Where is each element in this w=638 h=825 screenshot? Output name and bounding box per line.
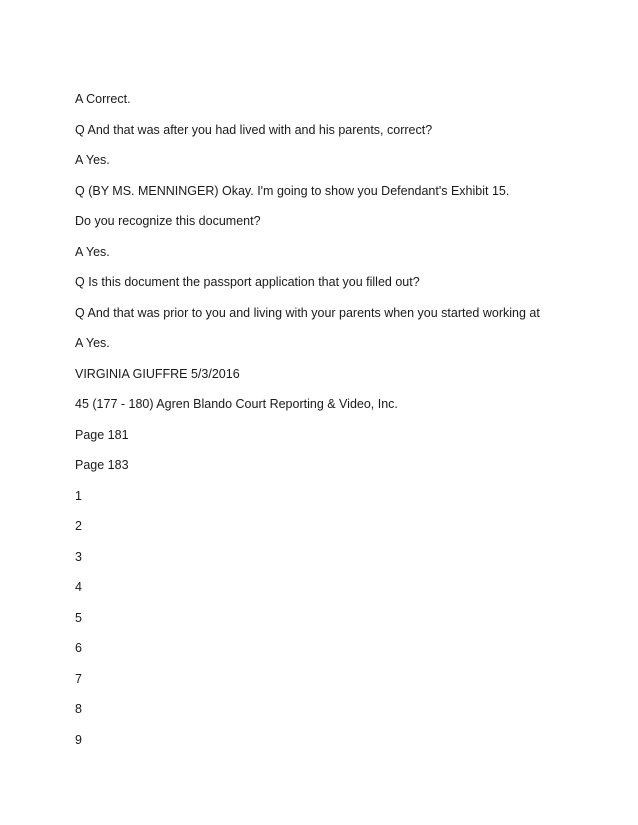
page-number: Page 183 (75, 458, 129, 472)
question-passport-application: Q Is this document the passport application that you filled out? (75, 275, 420, 289)
question-lived-with-parents: Q And that was after you had lived with and his parents, correct? (75, 122, 433, 137)
line-number: 1 (75, 488, 82, 503)
answer-yes: A Yes. (75, 336, 110, 350)
question-recognize-document: Do you recognize this document? (75, 214, 261, 228)
transcript-lines (75, 89, 595, 760)
line-number: 3 (75, 549, 82, 564)
line-number: 2 (75, 519, 82, 533)
line-number: 8 (75, 702, 82, 716)
line-number: 5 (75, 610, 82, 625)
line-number: 7 (75, 671, 82, 686)
question-prior-to-working: Q And that was prior to you and living with your parents when you started working at (75, 305, 540, 320)
line-number: 4 (75, 580, 82, 594)
question-exhibit-15: Q (BY MS. MENNINGER) Okay. I'm going to show you Defendant's Exhibit 15. (75, 183, 510, 198)
answer-correct: A Correct. (75, 92, 131, 106)
line-number: 6 (75, 641, 82, 655)
page-number: Page 181 (75, 427, 129, 442)
deponent-date: VIRGINIA GIUFFRE 5/3/2016 (75, 366, 240, 381)
answer-yes: A Yes. (75, 244, 110, 259)
answer-yes: A Yes. (75, 153, 110, 167)
line-number: 9 (75, 732, 82, 747)
reporter-footer: 45 (177 - 180) Agren Blando Court Reporting & Video, Inc. (75, 397, 398, 411)
